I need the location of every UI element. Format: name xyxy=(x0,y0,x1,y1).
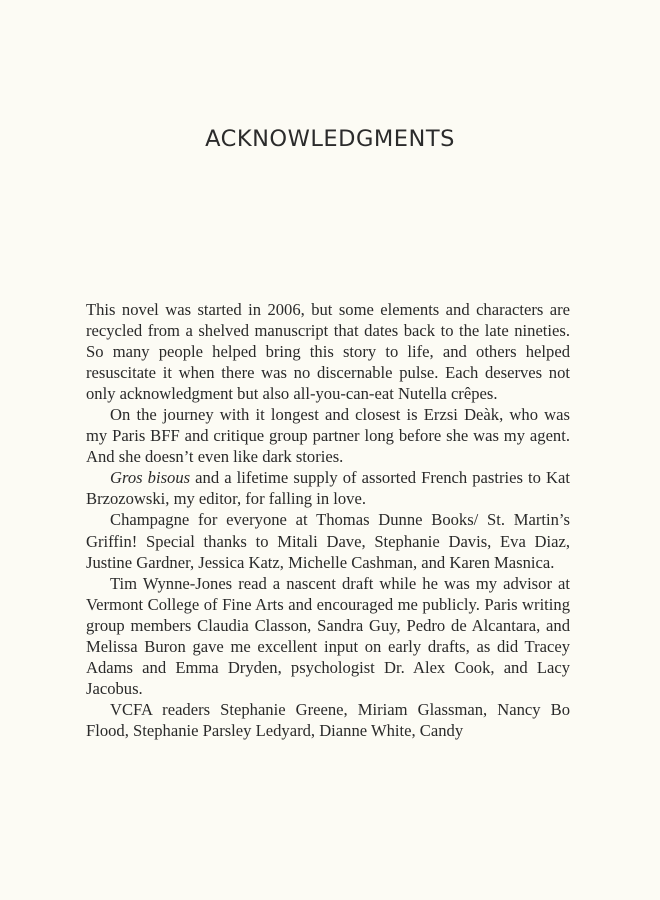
paragraph-6-text: VCFA readers Stephanie Greene, Miriam Glassman, Nancy Bo Flood, Stephanie Parsley Ledyard, Dianne White, Candy xyxy=(86,699,570,740)
paragraph-6 xyxy=(86,699,570,741)
paragraph-3 xyxy=(86,467,570,509)
paragraph-5 xyxy=(86,573,570,699)
paragraph-1-text: This novel was started in 2006, but some elements and characters are recycled from a shelved manuscript that dates back to the late nineties. So many people helped bring this story to life, and others helped resuscitate it when there was no discernable pulse. Each deserves not only acknowledgment but also all-you-can-eat Nutella crêpes. xyxy=(86,300,570,404)
body-text xyxy=(86,299,570,741)
paragraph-4-text: Champagne for everyone at Thomas Dunne Books/ St. Martin’s Griffin! Special thanks to Mitali Dave, Stephanie Davis, Eva Diaz, Justine Gardner, Jessica Katz, Michelle Cashman, and Karen Masnica. xyxy=(86,510,570,572)
paragraph-2 xyxy=(86,404,570,467)
paragraph-5-text: Tim Wynne-Jones read a nascent draft while he was my advisor at Vermont College of Fine Arts and encouraged me publicly. Paris writing group members Claudia Classon, Sandra Guy, Pedro de Alcantara, and Melissa Buron gave me excellent input on early drafts, as did Tracey Adams and Emma Dryden, psychologist Dr. Alex Cook, and Lacy Jacobus. xyxy=(86,573,570,698)
chapter-heading: ACKNOWLEDGMENTS xyxy=(205,126,455,152)
paragraph-3-italic-lead: Gros bisous xyxy=(110,468,191,488)
paragraph-2-text: On the journey with it longest and closest is Erzsi Deàk, who was my Paris BFF and critique group partner long before she was my agent. And she doesn’t even like dark stories. xyxy=(86,405,570,467)
paragraph-4 xyxy=(86,509,570,572)
paragraph-1 xyxy=(86,299,570,404)
paragraph-3-text: and a lifetime supply of assorted French pastries to Kat Brzozowski, my editor, for falling in love. xyxy=(86,468,570,509)
